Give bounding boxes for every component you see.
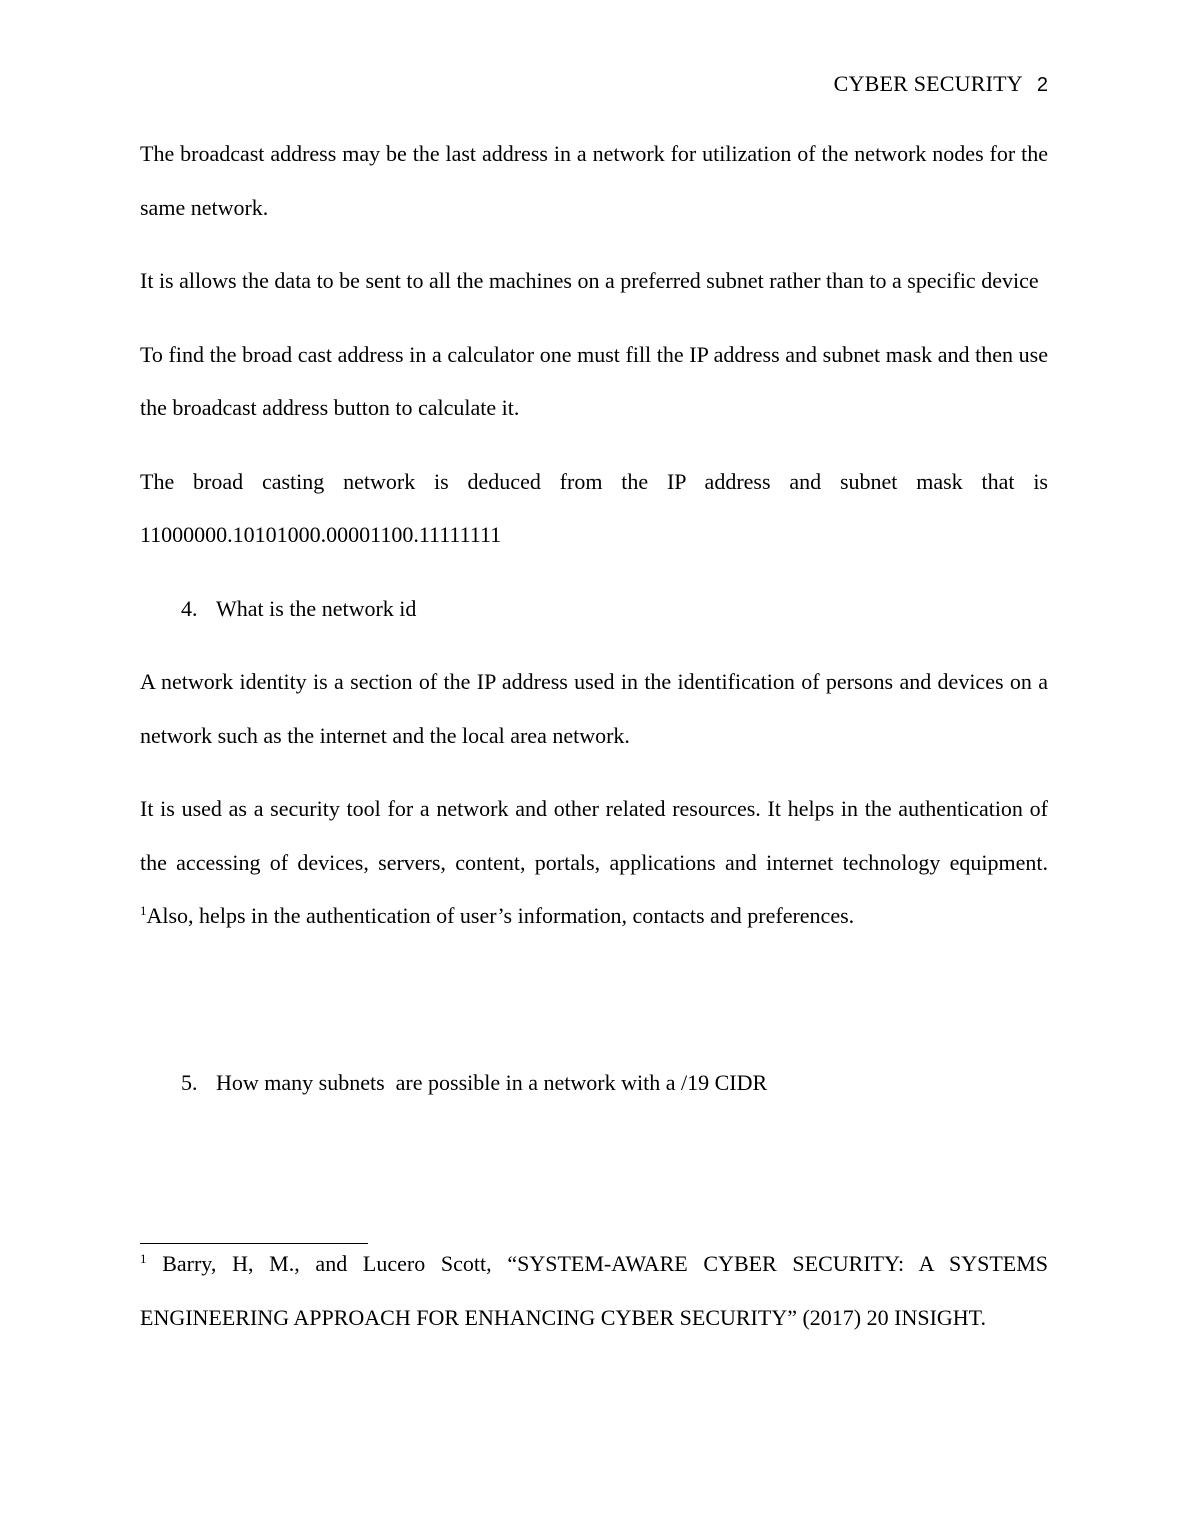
question-4-text: What is the network id	[216, 595, 417, 621]
question-5-number: 5.	[181, 1069, 198, 1095]
blank-space	[140, 963, 1048, 1056]
question-4-number: 4.	[181, 595, 198, 621]
paragraph-network-id-security-part1: It is used as a security tool for a network and other related resources. It helps in the authentication of the accessing of devices, servers, content, portals, applications and internet technology equipment.	[140, 796, 1048, 875]
paragraph-broadcast-binary: The broad casting network is deduced from the IP address and subnet mask that is 11000000.10101000.00001100.11111111	[140, 468, 1048, 547]
question-5-text: How many subnets are possible in a network with a /19 CIDR	[216, 1069, 768, 1095]
document-body	[140, 127, 1048, 1129]
paragraph-network-identity: A network identity is a section of the IP address used in the identification of persons and devices on a network such as the internet and the local area network.	[140, 669, 1048, 748]
question-5	[140, 1056, 1048, 1110]
page-header	[834, 70, 1048, 99]
footnote	[140, 1237, 1048, 1344]
paragraph-broadcast-address: The broadcast address may be the last address in a network for utilization of the network nodes for the same network.	[140, 141, 1048, 220]
footnote-text: Barry, H, M., and Lucero Scott, “SYSTEM-AWARE CYBER SECURITY: A SYSTEMS ENGINEERING APPROACH FOR ENHANCING CYBER SECURITY” (2017) 20 INSIGHT.	[140, 1251, 1048, 1330]
paragraph-network-id-security-part2: Also, helps in the authentication of user’s information, contacts and preferences.	[146, 903, 855, 928]
page-number: 2	[1036, 74, 1048, 96]
question-4	[140, 582, 1048, 636]
paragraph-broadcast-calculator: To find the broad cast address in a calculator one must fill the IP address and subnet mask and then use the broadcast address button to calculate it.	[140, 341, 1048, 420]
running-head: CYBER SECURITY	[833, 71, 1023, 96]
footnote-marker: 1	[140, 1251, 147, 1266]
footnote-reference[interactable]: 1	[140, 903, 147, 918]
paragraph-broadcast-purpose: It is allows the data to be sent to all the machines on a preferred subnet rather than to a specific device	[140, 268, 1039, 293]
paragraph-network-id-security	[140, 782, 1048, 943]
